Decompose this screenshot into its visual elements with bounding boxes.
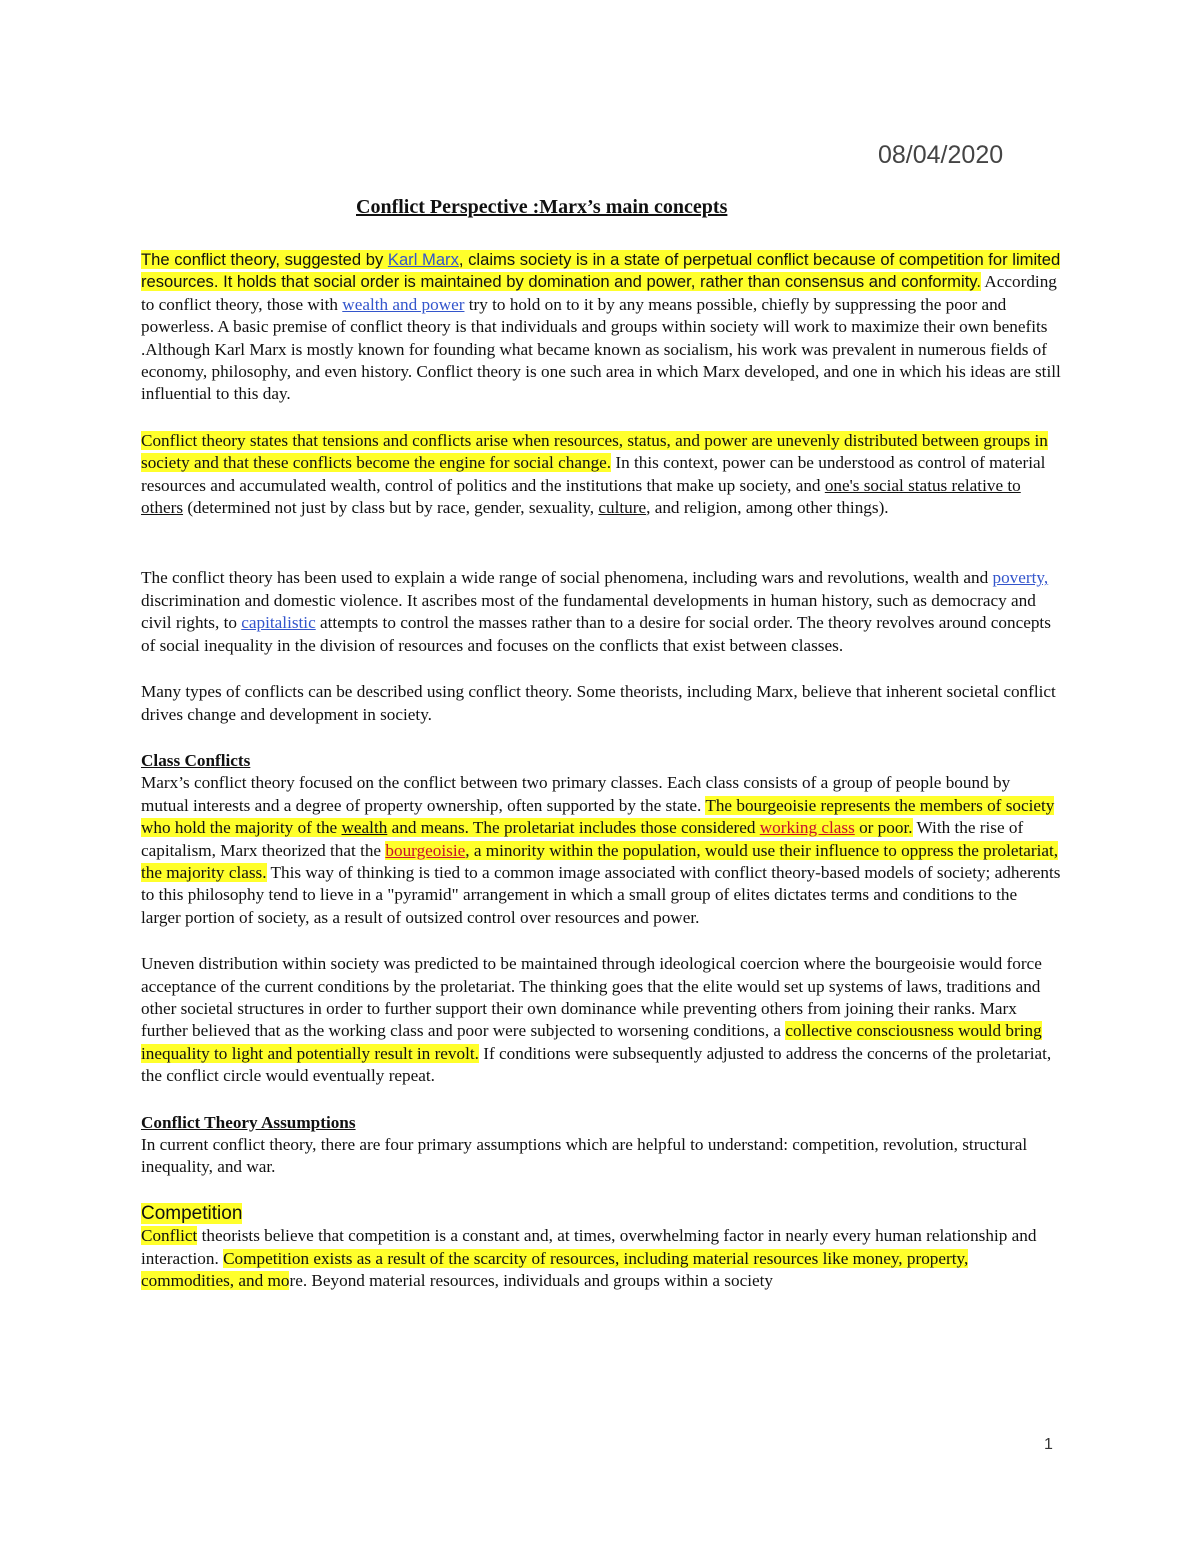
highlight-text: The bourgeoisie represents the members of society who hold the majority of the wealth and means. The proletariat includes those considered working class or poor. (141, 795, 1055, 838)
paragraph-tensions: Conflict theory states that tensions and conflicts arise when resources, status, and power are unevenly distributed between groups in society and that these conflicts become the engine for social change. In this context, power can be understood as control of material resources and accumulated wealth, control of politics and the institutions that make up society, and one's social status relative to others (determined not just by class but by race, gender, sexuality, culture, and religion, among other things). (141, 430, 1048, 518)
working-class-link[interactable]: working class (759, 818, 855, 838)
capitalistic-link[interactable]: capitalistic (241, 613, 316, 633)
poverty-link[interactable]: poverty, (992, 568, 1049, 588)
heading-class-conflicts: Class Conflicts (141, 750, 251, 770)
document-title: Conflict Perspective :Marx’s main concepts (356, 196, 728, 218)
culture-link[interactable]: culture (598, 498, 647, 518)
heading-conflict-theory-assumptions: Conflict Theory Assumptions (141, 1112, 356, 1132)
wealth-link[interactable]: wealth (341, 818, 388, 838)
paragraph-class-conflicts: Marx’s conflict theory focused on the conflict between two primary classes. Each class consists of a group of people bound by mutual interests and a degree of property ownership, often supported by the state. The bourgeoisie represents the members of society who hold the majority of the wealth and means. The proletariat includes those considered working class or poor. With the rise of capitalism, Marx theorized that the bourgeoisie, a minority within the population, would use their influence to oppress the proletariat, the majority class. This way of thinking is tied to a common image associated with conflict theory-based models of society; adherents to this philosophy tend to lieve in a "pyramid" arrangement in which a small group of elites dictates terms and conditions to the larger portion of society, as a result of outsized control over resources and power. (141, 773, 1061, 927)
social-status-link[interactable]: one's social status relative to others (141, 475, 1021, 518)
highlight-text: The conflict theory, suggested by Karl Marx, claims society is in a state of perpetual conflict because of competition for limited resources. It holds that social order is maintained by domination and power, rather than consensus and conformity. (141, 250, 1061, 292)
page-number: 1 (1044, 1436, 1053, 1453)
highlight-text: Conflict (141, 1226, 198, 1246)
document-date: 08/04/2020 (878, 141, 1004, 169)
wealth-and-power-link[interactable]: wealth and power (342, 294, 465, 314)
highlight-text: Conflict theory states that tensions and conflicts arise when resources, status, and power are unevenly distributed between groups in society and that these conflicts become the engine for social change. (141, 430, 1048, 473)
paragraph-types: Many types of conflicts can be described using conflict theory. Some theorists, including Marx, believe that inherent societal conflict drives change and development in society. (141, 682, 1056, 724)
paragraph-phenomena: The conflict theory has been used to explain a wide range of social phenomena, including wars and revolutions, wealth and poverty, discrimination and domestic violence. It ascribes most of the fundamental developments in human history, such as democracy and civil rights, to capitalistic attempts to control the masses rather than to a desire for social order. The theory revolves around concepts of social inequality in the division of resources and focuses on the conflicts that exist between classes. (141, 568, 1051, 655)
highlight-text: Competition exists as a result of the scarcity of resources, including material resources like money, property, commodities, and mo (141, 1248, 969, 1291)
heading-competition: Competition (141, 1202, 243, 1224)
highlight-text: collective consciousness would bring inequality to light and potentially result in revolt. (141, 1021, 1042, 1063)
bourgeoisie-link[interactable]: bourgeoisie (385, 840, 466, 860)
paragraph-uneven-distribution: Uneven distribution within society was predicted to be maintained through ideological coercion where the bourgeoisie would force acceptance of the current conditions by the proletariat. The thinking goes that the elite would set up systems of laws, traditions and other societal structures in order to further support their own dominance while preventing others from joining their ranks. Marx further believed that as the working class and poor were subjected to worsening conditions, a collective consciousness would bring inequality to light and potentially result in revolt. If conditions were subsequently adjusted to address the concerns of the proletariat, the conflict circle would eventually repeat. (141, 954, 1052, 1086)
highlight-text: bourgeoisie, a minority within the population, would use their influence to oppress the proletariat, the majority class. (141, 840, 1059, 882)
paragraph-assumptions: In current conflict theory, there are four primary assumptions which are helpful to understand: competition, revolution, structural inequality, and war. (141, 1135, 1028, 1177)
paragraph-competition: Conflict theorists believe that competition is a constant and, at times, overwhelming factor in nearly every human relationship and interaction. Competition exists as a result of the scarcity of resources, including material resources like money, property, commodities, and more. Beyond material resources, individuals and groups within a society (141, 1226, 1037, 1291)
karl-marx-link[interactable]: Karl Marx (387, 250, 459, 269)
paragraph-intro: The conflict theory, suggested by Karl Marx, claims society is in a state of perpetual conflict because of competition for limited resources. It holds that social order is maintained by domination and power, rather than consensus and conformity. According to conflict theory, those with wealth and power try to hold on to it by any means possible, chiefly by suppressing the poor and powerless. A basic premise of conflict theory is that individuals and groups within society will work to maximize their own benefits .Although Karl Marx is mostly known for founding what became known as socialism, his work was prevalent in numerous fields of economy, philosophy, and even history. Conflict theory is one such area in which Marx developed, and one in which his ideas are still influential to this day. (141, 250, 1061, 404)
document-body (141, 249, 1061, 1292)
